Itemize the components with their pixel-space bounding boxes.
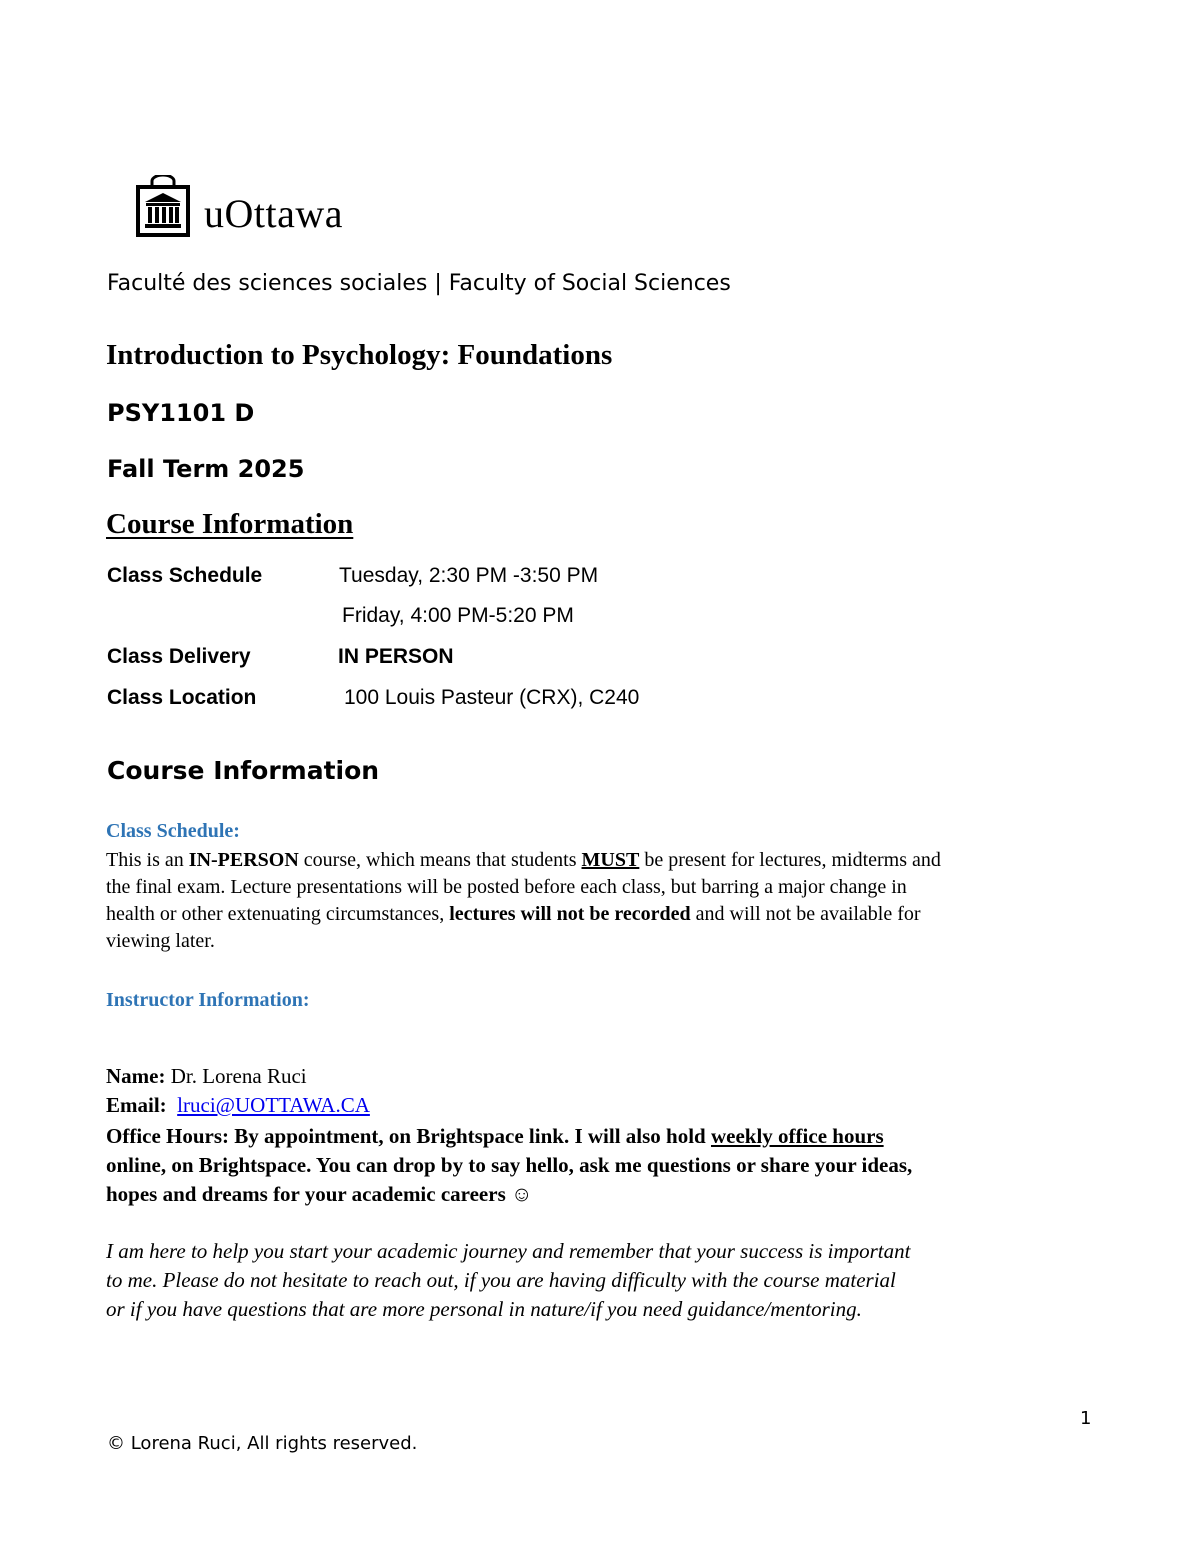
class-schedule-heading: Class Schedule: <box>106 820 240 842</box>
office-hours-text: By appointment, on Brightspace link. I will also hold <box>229 1124 711 1148</box>
paragraph-line: viewing later. <box>106 930 215 952</box>
paragraph-line <box>106 847 1106 874</box>
not-recorded-emphasis: lectures will not be recorded <box>449 903 691 925</box>
class-schedule-value: Tuesday, 2:30 PM -3:50 PM <box>339 564 599 587</box>
email-link[interactable]: lruci@UOTTAWA.CA <box>177 1093 370 1117</box>
paragraph-line: the final exam. Lecture presentations will be posted before each class, but barring a major change in <box>106 876 907 898</box>
class-delivery-value: IN PERSON <box>338 645 454 668</box>
course-code: PSY1101 D <box>107 399 255 427</box>
instructor-email-line <box>106 1093 370 1118</box>
university-building-icon <box>136 175 190 237</box>
copyright-footer: © Lorena Ruci, All rights reserved. <box>107 1433 418 1454</box>
must-emphasis: MUST <box>581 849 640 871</box>
instructor-name-line <box>106 1064 307 1089</box>
instructor-information-heading: Instructor Information: <box>106 989 310 1011</box>
class-schedule-label: Class Schedule <box>107 564 263 587</box>
office-hours-line: hopes and dreams for your academic careers ☺ <box>106 1182 533 1206</box>
closing-line: to me. Please do not hesitate to reach out, if you are having difficulty with the course material <box>106 1268 896 1292</box>
closing-paragraph <box>106 1237 910 1324</box>
closing-line: or if you have questions that are more personal in nature/if you need guidance/mentoring. <box>106 1297 862 1321</box>
course-information-heading: Course Information <box>106 508 354 540</box>
email-label: Email: <box>106 1093 167 1117</box>
logo-wordmark: uOttawa <box>204 191 344 236</box>
paragraph-line <box>106 901 1106 928</box>
closing-line: I am here to help you start your academic journey and remember that your success is important <box>106 1239 911 1263</box>
office-hours-line <box>106 1122 912 1151</box>
instructor-name: Dr. Lorena Ruci <box>165 1064 307 1088</box>
in-person-emphasis: IN-PERSON <box>188 849 299 871</box>
class-schedule-paragraph <box>106 847 1106 955</box>
course-title: Introduction to Psychology: Foundations <box>106 339 613 371</box>
paragraph-text: course, which means that students <box>298 849 582 871</box>
class-schedule-value: Friday, 4:00 PM-5:20 PM <box>342 604 574 627</box>
class-location-value: 100 Louis Pasteur (CRX), C240 <box>344 686 640 709</box>
course-information-subheading: Course Information <box>107 756 380 785</box>
class-delivery-label: Class Delivery <box>107 645 251 668</box>
paragraph-text: health or other extenuating circumstances, <box>106 903 450 925</box>
course-term: Fall Term 2025 <box>107 455 305 483</box>
faculty-line: Faculté des sciences sociales | Faculty of Social Sciences <box>107 271 731 296</box>
university-logo <box>136 175 190 242</box>
class-location-label: Class Location <box>107 686 257 709</box>
page-number: 1 <box>1080 1408 1092 1429</box>
weekly-office-hours-text: weekly office hours <box>710 1124 884 1148</box>
paragraph-text: and will not be available for <box>690 903 921 925</box>
office-hours-line: online, on Brightspace. You can drop by to say hello, ask me questions or share your ideas, <box>106 1153 913 1177</box>
office-hours-block <box>106 1122 912 1209</box>
office-hours-label: Office Hours: <box>106 1124 230 1148</box>
paragraph-text: be present for lectures, midterms and <box>639 849 941 871</box>
paragraph-text: This is an <box>106 849 189 871</box>
name-label: Name: <box>106 1064 166 1088</box>
